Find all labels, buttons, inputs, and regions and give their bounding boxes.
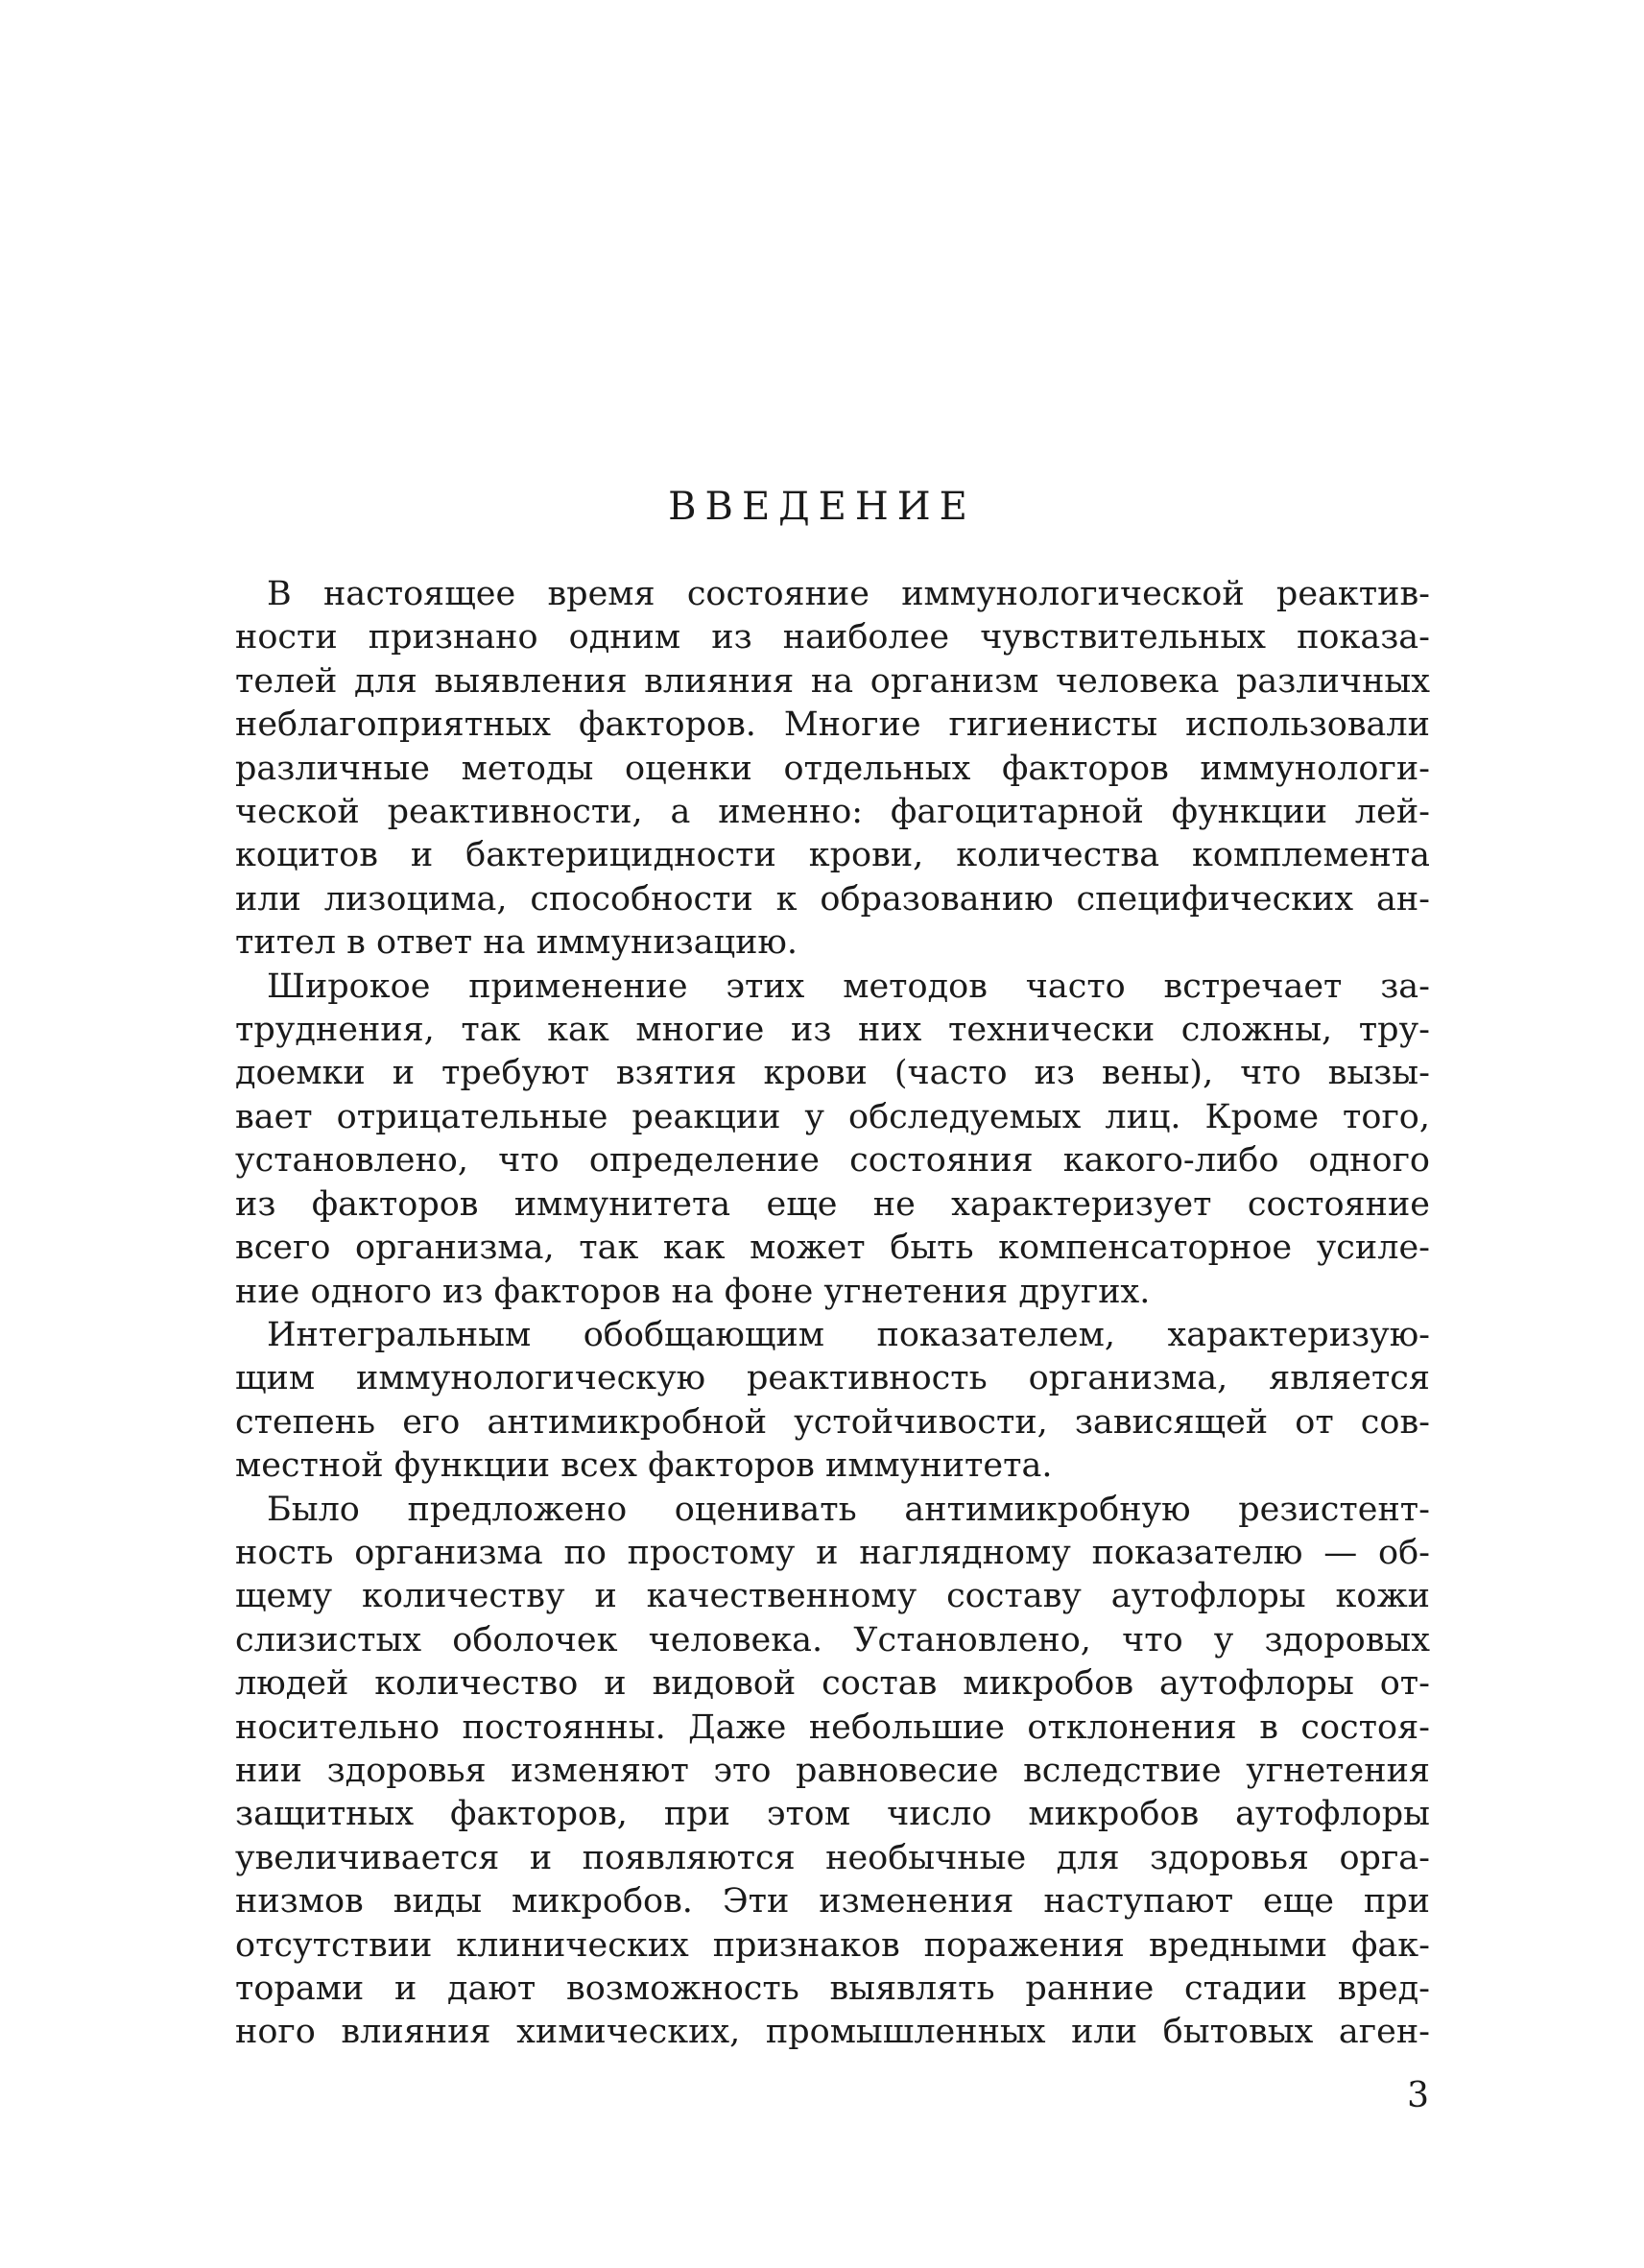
text-line: щему количеству и качественному составу аутофлоры кожи: [235, 1577, 1430, 1616]
text-line: труднения, так как многие из них технически сложны, тру-: [235, 1011, 1430, 1050]
paragraph-3: [235, 1314, 1430, 1489]
text-line: низмов виды микробов. Эти изменения наступают еще при: [235, 1882, 1430, 1922]
text-line: защитных факторов, при этом число микробов аутофлоры: [235, 1795, 1430, 1834]
text-line: тител в ответ на иммунизацию.: [235, 923, 798, 963]
text-line: степень его антимикробной устойчивости, зависящей от сов-: [235, 1402, 1430, 1442]
text-line: людей количество и видовой состав микробов аутофлоры от-: [235, 1664, 1430, 1704]
text-line: щим иммунологическую реактивность организма, является: [235, 1359, 1430, 1398]
text-line: телей для выявления влияния на организм человека различных: [235, 661, 1430, 701]
text-line: местной функции всех факторов иммунитета.: [235, 1446, 1053, 1486]
text-line: доемки и требуют взятия крови (часто из вены), что вызы-: [235, 1054, 1430, 1093]
paragraph-4: [235, 1489, 1430, 2055]
text-line: Было предложено оценивать антимикробную резистент-: [267, 1490, 1430, 1529]
text-line: ного влияния химических, промышленных или бытовых аген-: [235, 2013, 1430, 2052]
text-line: слизистых оболочек человека. Установлено, что у здоровых: [235, 1620, 1430, 1659]
text-line: нии здоровья изменяют это равновесие вследствие угнетения: [235, 1751, 1430, 1790]
text-line: ческой реактивности, а именно: фагоцитарной функции лей-: [235, 793, 1430, 832]
text-line: носительно постоянны. Даже небольшие отклонения в состоя-: [235, 1707, 1430, 1747]
text-line: или лизоцима, способности к образованию специфических ан-: [235, 879, 1430, 919]
text-line: различные методы оценки отдельных факторов иммунологи-: [235, 749, 1430, 788]
paragraph-2: [235, 966, 1430, 1314]
text-line: торами и дают возможность выявлять ранние стадии вред-: [235, 1970, 1430, 2008]
text-line: ние одного из факторов на фоне угнетения других.: [235, 1272, 1151, 1311]
text-line: отсутствии клинических признаков поражения вредными фак-: [235, 1925, 1430, 1965]
paragraph-1: [235, 573, 1430, 966]
text-line: коцитов и бактерицидности крови, количества комплемента: [235, 836, 1430, 875]
text-line: В настоящее время состояние иммунологической реактив-: [267, 575, 1430, 613]
text-line: увеличивается и появляются необычные для здоровья орга-: [235, 1838, 1430, 1877]
text-line: из факторов иммунитета еще не характеризует состояние: [235, 1184, 1430, 1224]
page-title: ВВЕДЕНИЕ: [668, 485, 976, 529]
text-line: ность организма по простому и наглядному показателю — об-: [235, 1533, 1430, 1572]
text-line: Широкое применение этих методов часто встречает за-: [267, 967, 1430, 1006]
body-text: [235, 573, 1430, 2055]
page-number: 3: [1407, 2076, 1429, 2115]
text-line: ности признано одним из наиболее чувствительных показа-: [235, 618, 1430, 657]
text-line: Интегральным обобщающим показателем, характеризую-: [267, 1315, 1430, 1354]
text-line: установлено, что определение состояния какого-либо одного: [235, 1141, 1430, 1181]
text-line: всего организма, так как может быть компенсаторное усиле-: [235, 1229, 1430, 1268]
text-line: вает отрицательные реакции у обследуемых лиц. Кроме того,: [235, 1097, 1430, 1136]
text-line: неблагоприятных факторов. Многие гигиенисты использовали: [235, 705, 1430, 745]
